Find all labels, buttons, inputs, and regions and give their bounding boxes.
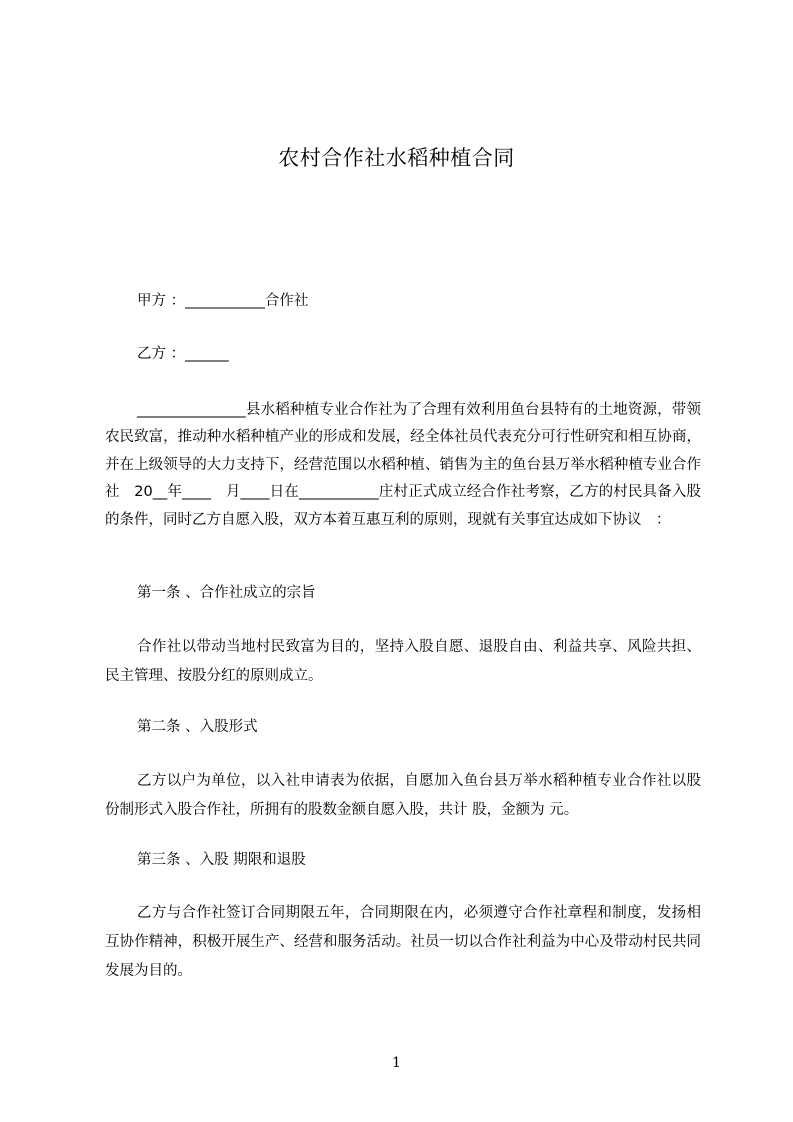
intro-paragraph: _______________县水稻种植专业合作社为了合理有效利用鱼台县特有的土地资源，带领农民致富，推动种水稻种植产业的形成和发展，经全体社员代表充分可行性研究和相互协商，并在上级领导的大力支持下，经营范围以水稻种植、销售为主的鱼台县万举水稻种植专业合作社 20__年____ 月____日在___________庄村正式成立经合作社考察，乙方的村民具备入股的条件，同时乙方自愿入股，双方本着互惠互利的原则，现就有关事宜达成如下协议 ： (105, 402, 701, 528)
page-number: 1 (392, 1055, 401, 1071)
section-body-1: 合作社以带动当地村民致富为目的，坚持入股自愿、退股自由、利益共享、风险共担、民主管理、按股分红的原则成立。 (105, 639, 701, 684)
section-body-3: 乙方与合作社签订合同期限五年，合同期限在内，必须遵守合作社章程和制度，发扬相互协作精神，积极开展生产、经营和服务活动。社员一切以合作社利益为中心及带动村民共同发展为目的。 (105, 905, 701, 979)
section-body-2: 乙方以户为单位，以入社申请表为依据，自愿加入鱼台县万举水稻种植专业合作社以股份制形式入股合作社，所拥有的股数金额自愿入股，共计 股，金额为 元。 (105, 773, 701, 818)
section-heading-2: 第二条 、入股形式 (137, 719, 258, 735)
section-heading-3: 第三条 、入股 期限和退股 (137, 852, 306, 868)
party-b-line: 乙方 ：______ (137, 346, 229, 362)
document-title: 农村合作社水稻种植合同 (278, 146, 515, 170)
party-a-line: 甲方 ：___________合作社 (137, 293, 309, 309)
section-heading-1: 第一条 、合作社成立的宗旨 (137, 585, 316, 601)
